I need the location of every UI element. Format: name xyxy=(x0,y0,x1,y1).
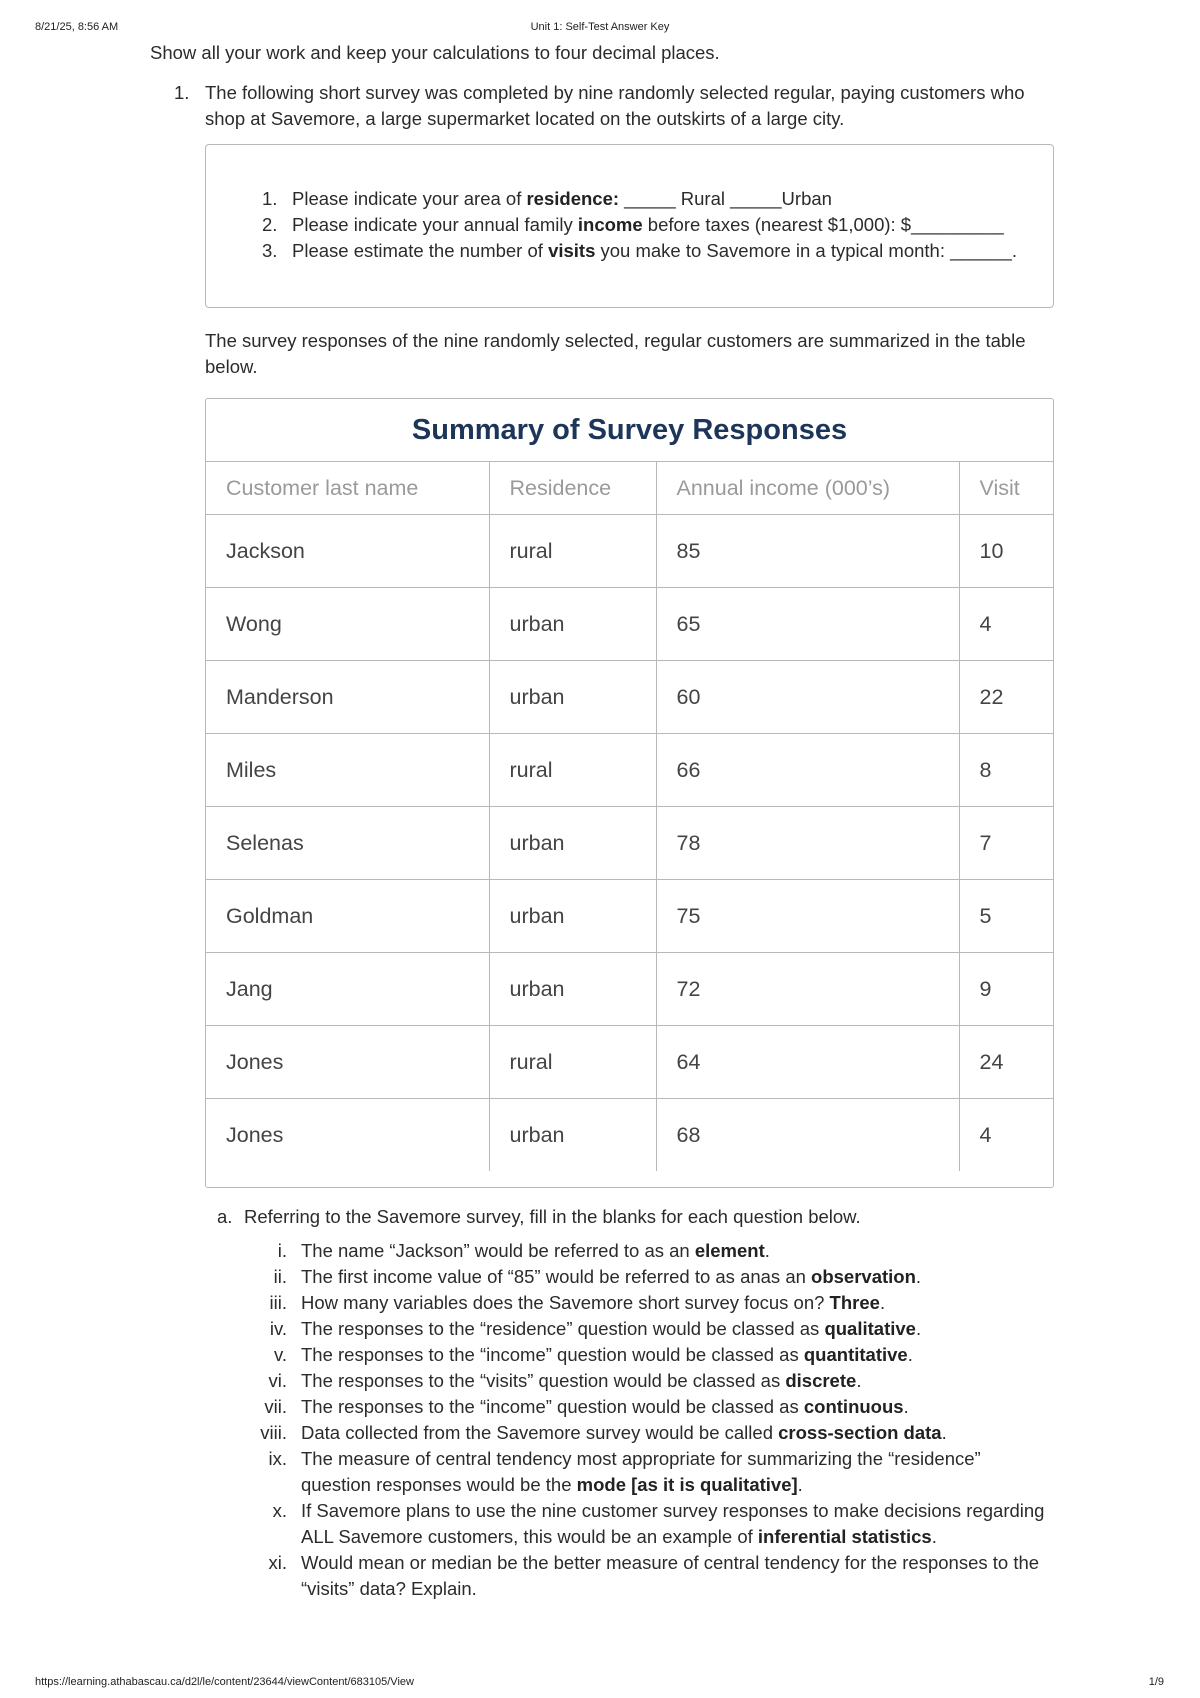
cell-residence: urban xyxy=(489,661,656,734)
cell-visit: 22 xyxy=(959,661,1054,734)
answer-punct: . xyxy=(915,1318,922,1339)
cell-income: 72 xyxy=(656,953,959,1026)
question-number: 1. xyxy=(174,82,190,103)
cell-last-name: Jackson xyxy=(206,515,489,588)
answer-number: x. xyxy=(272,1500,287,1521)
cell-income: 75 xyxy=(656,880,959,953)
answer-keyword: inferential statistics xyxy=(757,1526,932,1547)
answer-keyword: element xyxy=(694,1240,765,1261)
answer-text: The responses to the “income” question would be classed as xyxy=(301,1344,804,1365)
cell-residence: rural xyxy=(489,734,656,807)
answer-item xyxy=(205,1238,1054,1264)
table-row xyxy=(206,807,1054,880)
print-title: Unit 1: Self-Test Answer Key xyxy=(530,21,670,33)
column-header: Annual income (000’s) xyxy=(656,462,959,515)
answer-punct: . xyxy=(797,1474,803,1495)
print-datetime: 8/21/25, 8:56 AM xyxy=(35,21,119,33)
question-text: The following short survey was completed by nine randomly selected regular, paying customers who shop at Savemore, a large supermarket located on the outskirts of a large city. xyxy=(205,82,1025,129)
survey-item-blank: _____ Rural _____Urban xyxy=(619,188,832,209)
cell-income: 85 xyxy=(656,515,959,588)
survey-item-text: Please estimate the number of xyxy=(292,240,549,261)
answer-keyword: discrete xyxy=(785,1370,857,1391)
answer-item xyxy=(205,1394,1054,1420)
cell-last-name: Jones xyxy=(206,1099,489,1172)
page-number: 1/9 xyxy=(1148,1676,1164,1688)
answer-keyword: qualitative xyxy=(824,1318,916,1339)
intro-text: Show all your work and keep your calculations to four decimal places. xyxy=(150,42,720,63)
survey-item-text: Please indicate your annual family xyxy=(292,214,578,235)
survey-item xyxy=(206,212,1053,238)
print-url: https://learning.athabascau.ca/d2l/le/content/23644/viewContent/683105/View xyxy=(35,1676,414,1688)
survey-item-blank: before taxes (nearest $1,000): $_________ xyxy=(642,214,1004,235)
answer-number: iii. xyxy=(269,1292,287,1313)
survey-item-blank: you make to Savemore in a typical month: ______. xyxy=(595,240,1017,261)
answer-list xyxy=(205,1238,1054,1602)
answer-number: iv. xyxy=(269,1318,287,1339)
answer-punct: . xyxy=(915,1266,922,1287)
table-row xyxy=(206,953,1054,1026)
answer-text: The measure of central tendency most appropriate for summarizing the “residence” question responses would be the xyxy=(301,1448,981,1495)
cell-visit: 7 xyxy=(959,807,1054,880)
cell-visit: 4 xyxy=(959,588,1054,661)
cell-income: 68 xyxy=(656,1099,959,1172)
answer-number: vi. xyxy=(268,1370,287,1391)
answer-punct: . xyxy=(931,1526,937,1547)
survey-item-text: Please indicate your area of xyxy=(292,188,527,209)
table-row xyxy=(206,1099,1054,1172)
answer-item xyxy=(205,1368,1054,1394)
answer-number: ix. xyxy=(268,1448,287,1469)
table-header-row xyxy=(206,462,1054,515)
answer-keyword: Three xyxy=(829,1292,880,1313)
answer-keyword: quantitative xyxy=(803,1344,908,1365)
answer-punct: . xyxy=(764,1240,770,1261)
answer-number: i. xyxy=(277,1240,287,1261)
cell-visit: 8 xyxy=(959,734,1054,807)
survey-item-number: 1. xyxy=(262,188,278,209)
cell-income: 65 xyxy=(656,588,959,661)
survey-table xyxy=(205,398,1054,1188)
cell-visit: 4 xyxy=(959,1099,1054,1172)
part-a-text: Referring to the Savemore survey, fill in the blanks for each question below. xyxy=(244,1206,861,1227)
cell-last-name: Miles xyxy=(206,734,489,807)
survey-item-number: 3. xyxy=(262,240,278,261)
answer-number: v. xyxy=(273,1344,287,1365)
cell-last-name: Jang xyxy=(206,953,489,1026)
cell-income: 66 xyxy=(656,734,959,807)
table-title: Summary of Survey Responses xyxy=(206,399,1053,462)
answer-item xyxy=(205,1264,1054,1290)
answer-keyword: cross-section data xyxy=(778,1422,942,1443)
cell-visit: 24 xyxy=(959,1026,1054,1099)
cell-residence: rural xyxy=(489,515,656,588)
cell-last-name: Jones xyxy=(206,1026,489,1099)
cell-income: 64 xyxy=(656,1026,959,1099)
cell-income: 78 xyxy=(656,807,959,880)
answer-number: vii. xyxy=(264,1396,287,1417)
answer-item xyxy=(205,1446,1054,1498)
answer-item xyxy=(205,1290,1054,1316)
answer-text: The responses to the “visits” question would be classed as xyxy=(301,1370,786,1391)
answer-item xyxy=(205,1342,1054,1368)
cell-visit: 10 xyxy=(959,515,1054,588)
table-row xyxy=(206,515,1054,588)
part-a-label: a. xyxy=(217,1206,233,1227)
cell-last-name: Wong xyxy=(206,588,489,661)
answer-text: The responses to the “income” question would be classed as xyxy=(301,1396,804,1417)
answer-keyword: observation xyxy=(811,1266,916,1287)
cell-last-name: Goldman xyxy=(206,880,489,953)
column-header: Customer last name xyxy=(206,462,489,515)
table-row xyxy=(206,1026,1054,1099)
answer-text: The name “Jackson” would be referred to as an xyxy=(301,1240,695,1261)
answer-text: The first income value of “85” would be referred to as anas an xyxy=(301,1266,812,1287)
answer-text: How many variables does the Savemore short survey focus on? xyxy=(301,1292,830,1313)
survey-item-keyword: visits xyxy=(548,240,596,261)
cell-last-name: Selenas xyxy=(206,807,489,880)
cell-residence: urban xyxy=(489,880,656,953)
column-header: Residence xyxy=(489,462,656,515)
survey-item xyxy=(206,186,1053,212)
cell-residence: rural xyxy=(489,1026,656,1099)
answer-number: ii. xyxy=(273,1266,287,1287)
answer-text: Data collected from the Savemore survey would be called xyxy=(301,1422,779,1443)
survey-item xyxy=(206,238,1053,264)
answer-keyword: mode [as it is qualitative] xyxy=(576,1474,798,1495)
document-content xyxy=(150,40,1050,1602)
table-row xyxy=(206,661,1054,734)
table-row xyxy=(206,880,1054,953)
cell-residence: urban xyxy=(489,1099,656,1172)
answer-text: Would mean or median be the better measure of central tendency for the responses to the “visits” data? Explain. xyxy=(301,1552,1040,1599)
cell-last-name: Manderson xyxy=(206,661,489,734)
answer-text: If Savemore plans to use the nine customer survey responses to make decisions regarding ALL Savemore customers, this would be an example of xyxy=(301,1500,1045,1547)
answer-number: xi. xyxy=(268,1552,287,1573)
cell-residence: urban xyxy=(489,807,656,880)
answer-item xyxy=(205,1498,1054,1550)
cell-visit: 5 xyxy=(959,880,1054,953)
answer-item xyxy=(205,1550,1054,1602)
answer-text: The responses to the “residence” question would be classed as xyxy=(301,1318,825,1339)
part-a-prompt xyxy=(205,1204,1054,1230)
cell-residence: urban xyxy=(489,953,656,1026)
survey-item-keyword: income xyxy=(577,214,643,235)
cell-income: 60 xyxy=(656,661,959,734)
table-row xyxy=(206,588,1054,661)
answer-punct: . xyxy=(941,1422,947,1443)
answer-punct: . xyxy=(903,1396,909,1417)
answer-item xyxy=(205,1420,1054,1446)
answer-punct: . xyxy=(879,1292,886,1313)
answer-punct: . xyxy=(856,1370,862,1391)
summary-text: The survey responses of the nine randomly selected, regular customers are summarized in the table below. xyxy=(205,330,1026,377)
answer-item xyxy=(205,1316,1054,1342)
survey-box xyxy=(205,144,1054,308)
survey-item-keyword: residence: xyxy=(526,188,620,209)
cell-residence: urban xyxy=(489,588,656,661)
answer-punct: . xyxy=(907,1344,913,1365)
cell-visit: 9 xyxy=(959,953,1054,1026)
table-row xyxy=(206,734,1054,807)
part-a xyxy=(205,1204,1054,1602)
survey-item-number: 2. xyxy=(262,214,278,235)
answer-keyword: continuous xyxy=(803,1396,904,1417)
column-header: Visit xyxy=(959,462,1054,515)
question-1 xyxy=(150,80,1050,132)
answer-number: viii. xyxy=(260,1422,287,1443)
